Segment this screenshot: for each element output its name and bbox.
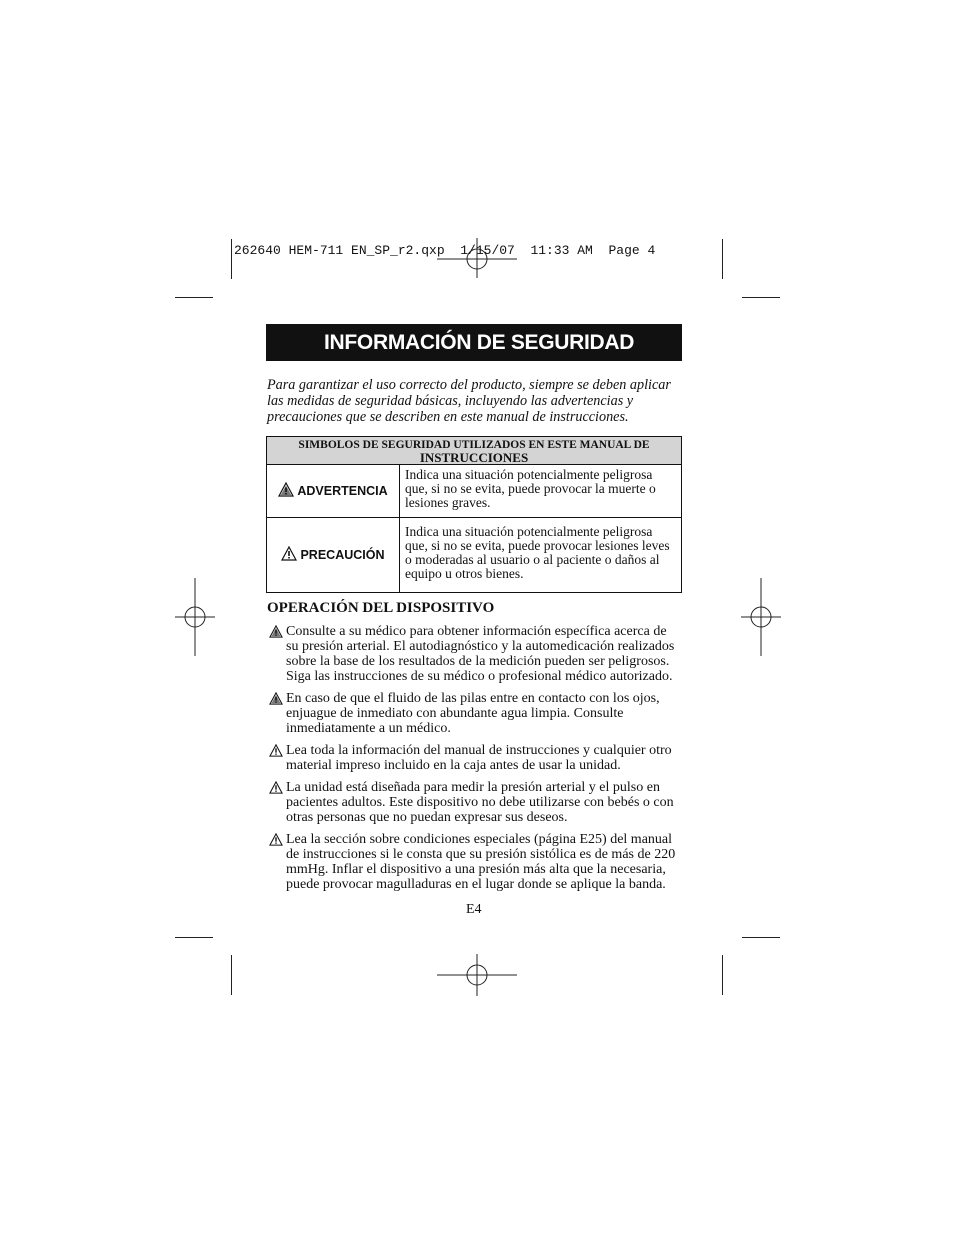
warning-triangle-filled-icon xyxy=(269,692,283,705)
print-slug: 262640 HEM-711 EN_SP_r2.qxp 1/15/07 11:33 AM Page 4 xyxy=(234,243,656,258)
caution-triangle-icon xyxy=(269,833,283,846)
intro-paragraph xyxy=(267,377,682,425)
crop-mark-bottom-right-vertical xyxy=(722,955,723,995)
operation-items-list xyxy=(268,624,682,899)
list-item xyxy=(268,743,682,773)
symbols-table-header xyxy=(267,437,681,465)
caution-triangle-icon xyxy=(269,781,283,794)
symbol-label-advertencia-text: ADVERTENCIA xyxy=(297,484,388,498)
warning-triangle-filled-icon xyxy=(278,482,294,497)
registration-mark-bottom-icon xyxy=(437,954,517,996)
crop-mark-bottom-right-horizontal xyxy=(742,937,780,938)
intro-text: Para garantizar el uso correcto del producto, siempre se deben aplicar las medidas de seguridad básicas, incluyendo las advertencias y precauciones que se describen en este manual de instrucciones. xyxy=(267,377,671,425)
caution-triangle-icon xyxy=(281,546,297,561)
crop-mark-bottom-left-vertical xyxy=(231,955,232,995)
caution-triangle-icon xyxy=(269,744,283,757)
section-title-operacion: OPERACIÓN DEL DISPOSITIVO xyxy=(267,600,495,616)
page-number: E4 xyxy=(466,902,482,917)
table-row-advertencia xyxy=(267,465,681,518)
symbol-description-precaucion: Indica una situación potencialmente peligrosa que, si no se evita, puede provocar lesiones leves o moderadas al usuario o al paciente o daños al equipo u otros bienes. xyxy=(405,524,670,581)
symbol-label-precaucion xyxy=(267,546,399,562)
safety-symbols-table xyxy=(266,436,682,593)
list-item xyxy=(268,691,682,736)
symbols-table-header-line2: INSTRUCCIONES xyxy=(419,450,529,465)
crop-mark-top-right-vertical xyxy=(722,239,723,279)
crop-mark-top-right-horizontal xyxy=(742,297,780,298)
symbols-table-header-line1: SIMBOLOS DE SEGURIDAD UTILIZADOS EN ESTE MANUAL DE xyxy=(298,439,650,451)
registration-mark-right-icon xyxy=(741,578,781,656)
list-item-text: Consulte a su médico para obtener información específica acerca de su presión arterial. El autodiagnóstico y la automedicación realizados sobre la base de los resultados de la medición pueden ser peligrosos. Siga las instrucciones de su médico o profesional médico autorizado. xyxy=(286,624,675,684)
list-item-text: La unidad está diseñada para medir la presión arterial y el pulso en pacientes adultos. Este dispositivo no debe utilizarse con bebés o con otras personas que no puedan expresar sus deseos. xyxy=(286,780,674,825)
list-item-text: Lea la sección sobre condiciones especiales (página E25) del manual de instrucciones si le consta que su presión sistólica es de más de 220 mmHg. Inflar el dispositivo a una presión más alta que la necesaria, puede provocar magulladuras en el lugar donde se aplique la banda. xyxy=(286,832,676,892)
symbol-label-advertencia xyxy=(267,482,399,498)
list-item-text: En caso de que el fluido de las pilas entre en contacto con los ojos, enjuague de inmediato con abundante agua limpia. Consulte inmediatamente a un médico. xyxy=(286,691,660,736)
list-item xyxy=(268,624,682,684)
list-item-text: Lea toda la información del manual de instrucciones y cualquier otro material impreso incluido en la caja antes de usar la unidad. xyxy=(286,743,672,773)
symbol-description-advertencia: Indica una situación potencialmente peligrosa que, si no se evita, puede provocar la muerte o lesiones graves. xyxy=(405,467,656,510)
list-item xyxy=(268,832,682,892)
crop-mark-top-left-vertical xyxy=(231,239,232,279)
list-item xyxy=(268,780,682,825)
symbol-label-precaucion-text: PRECAUCIÓN xyxy=(300,548,385,562)
warning-triangle-filled-icon xyxy=(269,625,283,638)
crop-mark-top-left-horizontal xyxy=(175,297,213,298)
crop-mark-bottom-left-horizontal xyxy=(175,937,213,938)
table-row-precaucion xyxy=(267,517,681,592)
page-title: INFORMACIÓN DE SEGURIDAD xyxy=(266,324,682,361)
registration-mark-left-icon xyxy=(175,578,215,656)
